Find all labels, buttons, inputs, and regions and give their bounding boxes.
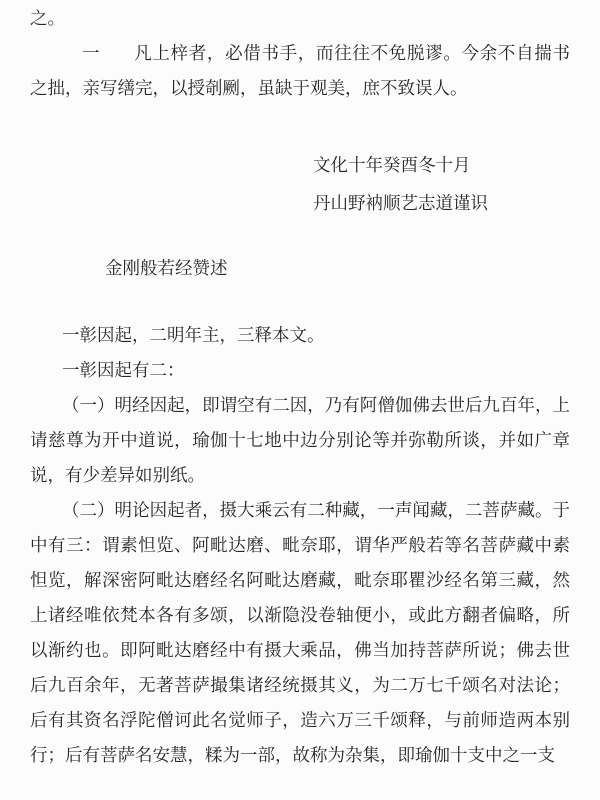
outline-line: 一彰因起，二明年主，三释本文。 (62, 325, 325, 345)
colophon (30, 148, 570, 221)
outline-sub-line: 一彰因起有二： (62, 360, 185, 380)
body-paragraph-2: （二）明论因起者，摄大乘云有二种藏，一声闻藏，二菩萨藏。于中有三：谓素怛览、阿毗达磨、毗奈耶，谓华严般若等名菩萨藏中素怛览，解深密阿毗达磨经名阿毗达磨藏，毗奈耶瞿沙经名第三藏，然上诸经唯依梵本各有多颂，以渐隐没卷轴便小，或此方翻者偏略，所以渐约也。即阿毗达磨经中有摄大乘品，佛当加持菩萨所说；佛去世后九百余年，无著菩萨撮集诸经统摄其义，为二万七千颂名对法论；后有其资名浮陀僧诃此名觉师子，造六万三千颂释，与前师造两本别行；后有菩萨名安慧，糅为一部，故称为杂集，即瑜伽十支中之一支 (30, 500, 570, 765)
body-paragraph-1: （一）明经因起，即谓空有二因，乃有阿僧伽佛去世后九百年，上请慈尊为开中道说，瑜伽十七地中边分别论等并弥勒所谈，并如广章说，有少差异如别纸。 (30, 395, 570, 485)
note-list-marker: 一 (82, 43, 100, 63)
colophon-signature-line: 丹山野衲顺艺志道谨识 (313, 193, 488, 213)
paragraph-continuation: 之。 (30, 8, 65, 28)
colophon-date-line: 文化十年癸酉冬十月 (313, 155, 471, 175)
note-list-text: 凡上梓者，必借书手，而往往不免脱谬。今余不自揣书之拙，亲写缮完，以授剞劂，虽缺于观美，庶不致误人。 (30, 43, 570, 98)
section-title: 金刚般若经赞述 (105, 258, 228, 278)
note-list-item (30, 36, 570, 106)
